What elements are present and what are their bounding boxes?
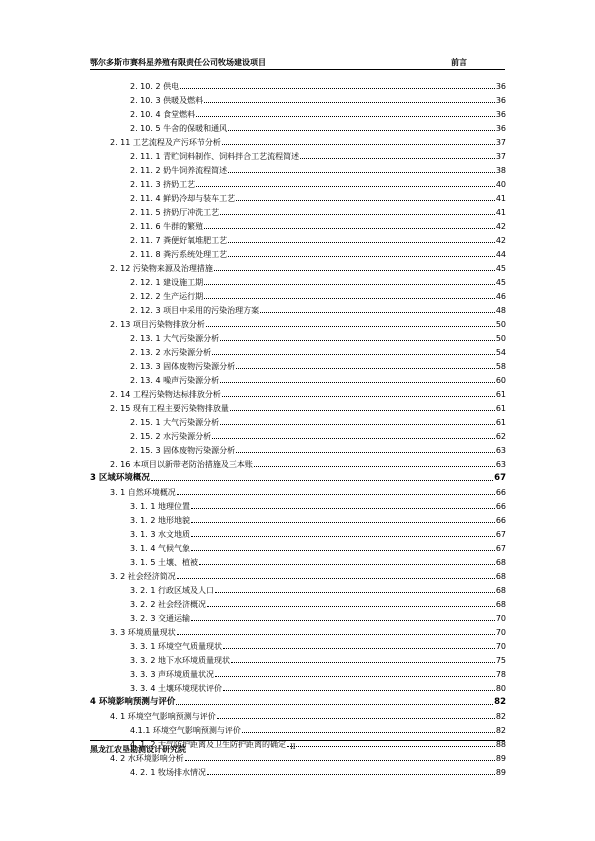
- toc-entry-page: 68: [495, 586, 506, 595]
- dot-leader: [191, 536, 495, 537]
- toc-entry-page: 63: [495, 446, 506, 455]
- toc-entry[interactable]: [90, 512, 506, 526]
- toc-entry[interactable]: [90, 722, 506, 736]
- toc-entry[interactable]: [90, 134, 506, 148]
- toc-entry-title: 2. 15 现有工程主要污染物排放量: [110, 404, 229, 413]
- toc-entry-title: 3. 2. 2 社会经济概况: [130, 600, 206, 609]
- toc-entry-page: 63: [495, 460, 506, 469]
- toc-entry-title: 2. 11. 7 粪便好氧堆肥工艺: [130, 236, 228, 245]
- dot-leader: [236, 368, 495, 369]
- toc-entry-title: 2. 12. 3 项目中采用的污染治理方案: [130, 306, 260, 315]
- toc-entry[interactable]: [90, 498, 506, 512]
- toc-entry[interactable]: [90, 288, 506, 302]
- dot-leader: [191, 522, 495, 523]
- dot-leader: [228, 242, 495, 243]
- toc-entry[interactable]: [90, 232, 506, 246]
- toc-entry-title: 2. 15. 3 固体废物污染源分析: [130, 446, 236, 455]
- dot-leader: [191, 508, 495, 509]
- toc-entry[interactable]: [90, 428, 506, 442]
- toc-entry-title: 4. 1. 2 大气防护距离及卫生防护距离的确定: [130, 740, 286, 749]
- toc-entry-page: 50: [495, 320, 506, 329]
- footer-divider: [90, 740, 505, 741]
- dot-leader: [220, 382, 495, 383]
- dot-leader: [215, 676, 495, 677]
- dot-leader: [223, 690, 495, 691]
- toc-entry-title: 3. 3. 2 地下水环境质量现状: [130, 656, 230, 665]
- dot-leader: [212, 354, 495, 355]
- toc-entry[interactable]: [90, 414, 506, 428]
- toc-entry[interactable]: [90, 246, 506, 260]
- toc-entry-page: 44: [495, 250, 506, 259]
- dot-leader: [236, 200, 495, 201]
- toc-entry-title: 3. 3 环境质量现状: [110, 628, 176, 637]
- toc-entry-page: 68: [495, 558, 506, 567]
- dot-leader: [223, 648, 495, 649]
- toc-entry-page: 67: [495, 530, 506, 539]
- toc-entry-title: 2. 12 污染物来源及治理措施: [110, 264, 213, 273]
- toc-entry[interactable]: [90, 330, 506, 344]
- toc-entry-page: 42: [495, 236, 506, 245]
- toc-entry[interactable]: [90, 666, 506, 680]
- toc-entry-page: 61: [495, 390, 506, 399]
- dot-leader: [236, 452, 495, 453]
- dot-leader: [260, 312, 495, 313]
- dot-leader: [185, 760, 495, 761]
- toc-entry-page: 89: [495, 768, 506, 777]
- toc-entry-title: 3. 1. 2 地形地貌: [130, 516, 190, 525]
- toc-entry-page: 75: [495, 656, 506, 665]
- dot-leader: [217, 718, 495, 719]
- dot-leader: [214, 270, 495, 271]
- toc-entry-title: 2. 12. 1 建设施工期: [130, 278, 204, 287]
- toc-entry[interactable]: [90, 484, 506, 498]
- toc-entry[interactable]: [90, 260, 506, 274]
- toc-entry[interactable]: [90, 624, 506, 638]
- page-header: [90, 57, 505, 69]
- dot-leader: [177, 494, 495, 495]
- toc-entry[interactable]: [90, 148, 506, 162]
- toc-entry-title: 2. 10. 4 食堂燃料: [130, 110, 196, 119]
- toc-entry[interactable]: [90, 78, 506, 92]
- toc-entry[interactable]: [90, 302, 506, 316]
- toc-entry-page: 36: [495, 96, 506, 105]
- toc-entry-title: 4 环境影响预测与评价: [90, 697, 176, 707]
- toc-entry-page: 66: [495, 516, 506, 525]
- toc-entry[interactable]: [90, 162, 506, 176]
- toc-entry-page: 70: [495, 614, 506, 623]
- toc-entry-page: 54: [495, 348, 506, 357]
- toc-entry-title: 4.1.1 环境空气影响预测与评价: [130, 726, 241, 735]
- toc-entry-title: 3. 3. 1 环境空气质量现状: [130, 642, 222, 651]
- toc-entry[interactable]: [90, 190, 506, 204]
- toc-entry-page: 46: [495, 292, 506, 301]
- toc-entry-page: 66: [495, 488, 506, 497]
- toc-entry[interactable]: [90, 610, 506, 624]
- dot-leader: [204, 298, 495, 299]
- toc-entry-page: 61: [495, 418, 506, 427]
- dot-leader: [207, 774, 495, 775]
- dot-leader: [151, 480, 493, 481]
- toc-entry-page: 45: [495, 278, 506, 287]
- toc-entry-page: 68: [495, 572, 506, 581]
- toc-entry-page: 60: [495, 376, 506, 385]
- table-of-contents: [90, 78, 506, 778]
- toc-entry[interactable]: [90, 638, 506, 652]
- toc-entry-title: 2. 16 本项目以新带老防治措施及三本账: [110, 460, 253, 469]
- header-divider: [90, 69, 505, 70]
- toc-entry-title: 2. 15. 2 水污染源分析: [130, 432, 212, 441]
- toc-entry[interactable]: [90, 442, 506, 456]
- toc-entry-page: 36: [495, 82, 506, 91]
- toc-entry-title: 2. 11. 6 牛群的繁殖: [130, 222, 204, 231]
- toc-entry-title: 3. 2 社会经济简况: [110, 572, 176, 581]
- toc-entry-page: 42: [495, 222, 506, 231]
- toc-entry-page: 82: [495, 712, 506, 721]
- toc-entry[interactable]: [90, 568, 506, 582]
- dot-leader: [254, 466, 495, 467]
- dot-leader: [206, 326, 495, 327]
- toc-entry[interactable]: [90, 344, 506, 358]
- toc-entry[interactable]: [90, 204, 506, 218]
- dot-leader: [231, 662, 495, 663]
- toc-entry[interactable]: [90, 764, 506, 778]
- toc-entry-page: 40: [495, 180, 506, 189]
- toc-entry-title: 3. 1. 3 水文地质: [130, 530, 190, 539]
- document-title: 鄂尔多斯市赛科星养殖有限责任公司牧场建设项目: [90, 58, 266, 67]
- toc-entry-title: 3. 3. 3 声环境质量状况: [130, 670, 214, 679]
- toc-entry-title: 4. 2 水环境影响分析: [110, 754, 184, 763]
- toc-entry[interactable]: [90, 92, 506, 106]
- dot-leader: [207, 606, 495, 607]
- toc-entry-title: 2. 11 工艺流程及产污环节分析: [110, 138, 221, 147]
- toc-entry-title: 2. 11. 5 挤奶厅冲洗工艺: [130, 208, 220, 217]
- toc-entry[interactable]: [90, 316, 506, 330]
- toc-entry[interactable]: [90, 526, 506, 540]
- toc-entry-title: 2. 14 工程污染物达标排放分析: [110, 390, 221, 399]
- page-footer: [90, 744, 505, 756]
- dot-leader: [300, 158, 495, 159]
- toc-entry[interactable]: [90, 708, 506, 722]
- dot-leader: [177, 634, 495, 635]
- dot-leader: [228, 256, 495, 257]
- toc-entry-title: 2. 11. 2 奶牛饲养流程简述: [130, 166, 228, 175]
- dot-leader: [199, 564, 495, 565]
- dot-leader: [242, 732, 495, 733]
- dot-leader: [196, 116, 495, 117]
- toc-entry-title: 3. 1. 5 土壤、植被: [130, 558, 198, 567]
- toc-entry-page: 61: [495, 404, 506, 413]
- toc-entry-page: 66: [495, 502, 506, 511]
- dot-leader: [215, 592, 495, 593]
- toc-entry-title: 3. 1. 4 气候气象: [130, 544, 190, 553]
- toc-entry-title: 3. 3. 4 土壤环境现状评价: [130, 684, 222, 693]
- toc-entry-title: 2. 10. 5 牛舍的保暖和通风: [130, 124, 228, 133]
- toc-entry[interactable]: [90, 218, 506, 232]
- dot-leader: [228, 130, 495, 131]
- toc-entry[interactable]: [90, 554, 506, 568]
- toc-entry-page: 36: [495, 110, 506, 119]
- toc-entry-title: 2. 13. 2 水污染源分析: [130, 348, 212, 357]
- toc-entry-title: 3. 2. 1 行政区域及人口: [130, 586, 214, 595]
- toc-entry-page: 78: [495, 670, 506, 679]
- toc-entry-title: 3. 1. 1 地理位置: [130, 502, 190, 511]
- toc-entry-title: 2. 13. 1 大气污染源分析: [130, 334, 220, 343]
- toc-entry-title: 2. 13. 4 噪声污染源分析: [130, 376, 220, 385]
- dot-leader: [196, 186, 495, 187]
- institute-name: 黑龙江农垦勘测设计研究院: [90, 745, 186, 754]
- dot-leader: [212, 438, 495, 439]
- toc-entry-page: 62: [495, 432, 506, 441]
- toc-entry[interactable]: [90, 456, 506, 470]
- dot-leader: [204, 102, 495, 103]
- toc-entry-title: 2. 11. 8 粪污系统处理工艺: [130, 250, 228, 259]
- dot-leader: [230, 410, 495, 411]
- toc-entry-title: 3 区域环境概况: [90, 473, 150, 483]
- dot-leader: [204, 284, 495, 285]
- page-number: II: [290, 743, 296, 751]
- toc-entry-page: 68: [495, 600, 506, 609]
- toc-entry[interactable]: [90, 470, 506, 484]
- toc-entry-page: 70: [495, 628, 506, 637]
- toc-entry[interactable]: [90, 540, 506, 554]
- toc-entry-title: 2. 15. 1 大气污染源分析: [130, 418, 220, 427]
- dot-leader: [222, 396, 495, 397]
- toc-entry-title: 4. 2. 1 牧场排水情况: [130, 768, 206, 777]
- dot-leader: [220, 214, 495, 215]
- toc-entry-title: 3. 2. 3 交通运输: [130, 614, 190, 623]
- dot-leader: [220, 340, 495, 341]
- toc-entry-title: 2. 11. 4 鲜奶冷却与装车工艺: [130, 194, 236, 203]
- toc-entry-page: 88: [495, 740, 506, 749]
- dot-leader: [228, 172, 495, 173]
- dot-leader: [204, 228, 495, 229]
- toc-entry[interactable]: [90, 274, 506, 288]
- toc-entry[interactable]: [90, 652, 506, 666]
- toc-entry[interactable]: [90, 120, 506, 134]
- toc-entry[interactable]: [90, 680, 506, 694]
- toc-entry-page: 48: [495, 306, 506, 315]
- toc-entry[interactable]: [90, 582, 506, 596]
- toc-entry-page: 80: [495, 684, 506, 693]
- toc-entry[interactable]: [90, 372, 506, 386]
- toc-entry-title: 2. 11. 3 挤奶工艺: [130, 180, 196, 189]
- dot-leader: [180, 88, 495, 89]
- dot-leader: [222, 144, 495, 145]
- toc-entry-page: 50: [495, 334, 506, 343]
- toc-entry-page: 36: [495, 124, 506, 133]
- toc-entry-title: 2. 11. 1 青贮饲料制作、饲料拌合工艺流程简述: [130, 152, 300, 161]
- toc-entry-title: 2. 10. 2 供电: [130, 82, 180, 91]
- toc-entry-page: 45: [495, 264, 506, 273]
- dot-leader: [191, 620, 495, 621]
- dot-leader: [176, 704, 493, 705]
- toc-entry-page: 38: [495, 166, 506, 175]
- toc-entry-page: 37: [495, 152, 506, 161]
- toc-entry-title: 2. 12. 2 生产运行期: [130, 292, 204, 301]
- section-name: 前言: [451, 58, 467, 67]
- toc-entry-title: 2. 10. 3 供暖及燃料: [130, 96, 204, 105]
- toc-entry-page: 82: [494, 697, 506, 707]
- dot-leader: [191, 550, 495, 551]
- toc-entry[interactable]: [90, 400, 506, 414]
- toc-entry[interactable]: [90, 386, 506, 400]
- toc-entry-page: 37: [495, 138, 506, 147]
- toc-entry[interactable]: [90, 596, 506, 610]
- toc-entry-page: 41: [495, 194, 506, 203]
- toc-entry-page: 58: [495, 362, 506, 371]
- toc-entry-page: 41: [495, 208, 506, 217]
- toc-entry-title: 2. 13 项目污染物排放分析: [110, 320, 205, 329]
- toc-entry[interactable]: [90, 176, 506, 190]
- toc-entry-page: 67: [495, 544, 506, 553]
- toc-entry-page: 70: [495, 642, 506, 651]
- toc-entry-page: 89: [495, 754, 506, 763]
- toc-entry[interactable]: [90, 106, 506, 120]
- toc-entry-title: 4. 1 环境空气影响预测与评价: [110, 712, 216, 721]
- toc-entry-page: 82: [495, 726, 506, 735]
- toc-entry-page: 67: [494, 473, 506, 483]
- toc-entry-title: 3. 1 自然环境概况: [110, 488, 176, 497]
- toc-entry-title: 2. 13. 3 固体废物污染源分析: [130, 362, 236, 371]
- dot-leader: [177, 578, 495, 579]
- toc-entry[interactable]: [90, 358, 506, 372]
- toc-entry[interactable]: [90, 694, 506, 708]
- dot-leader: [220, 424, 495, 425]
